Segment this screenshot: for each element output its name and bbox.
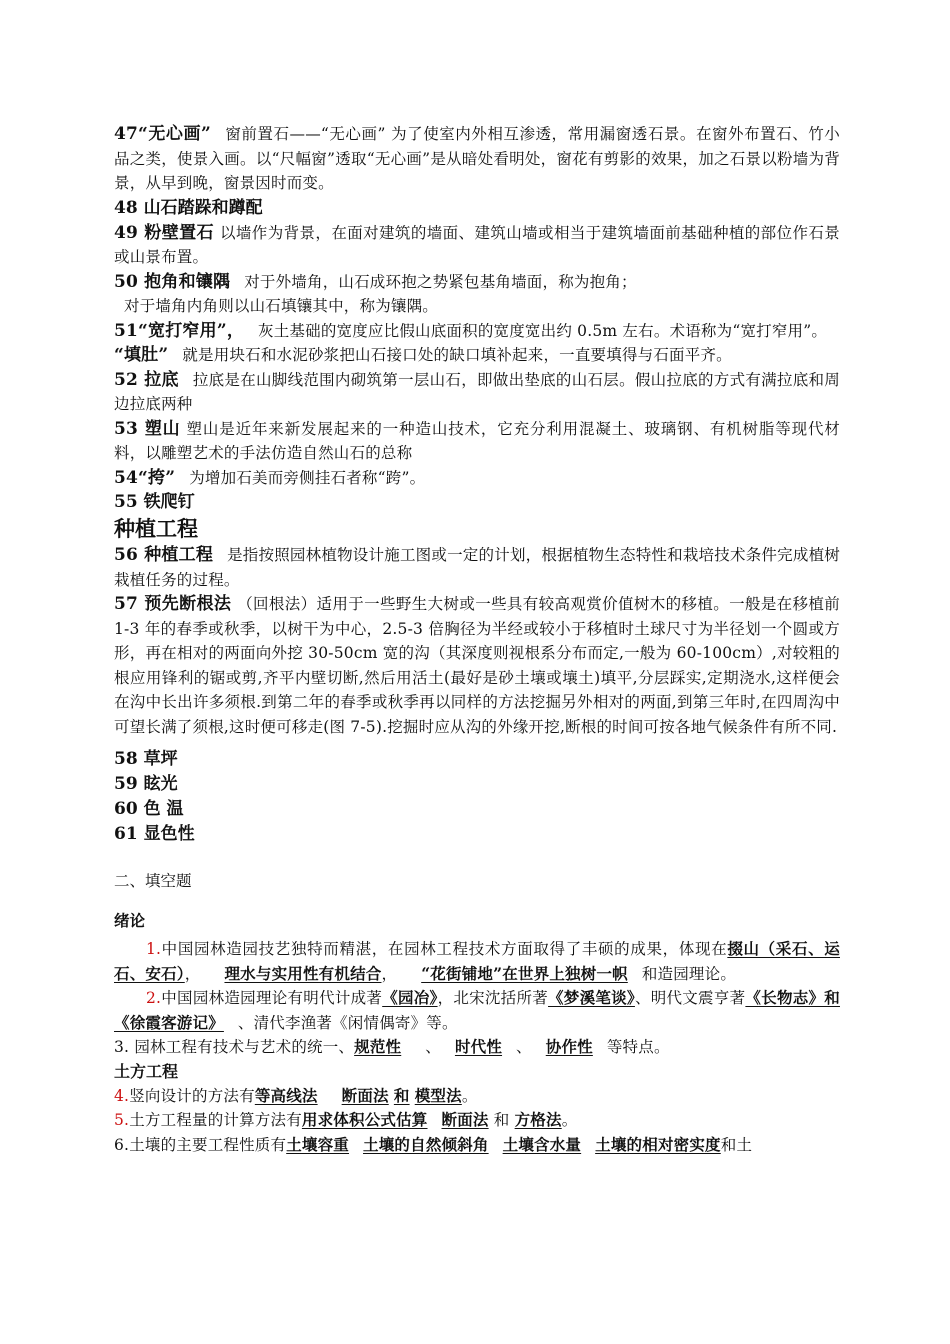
question-text: 3. 园林工程有技术与艺术的统一、 <box>114 1038 355 1056</box>
fill-blank-title: 二、填空题 <box>114 872 192 890</box>
answer-blank: 《园冶》 <box>382 988 438 1007</box>
question-text: ， <box>381 964 398 983</box>
entry-61: 61 显色性 <box>114 824 195 844</box>
entry-52 <box>114 368 840 417</box>
question-1 <box>114 937 840 986</box>
entry-text: 就是用块石和水泥砂浆把山石接口处的缺口填补起来，一直要填得与石面平齐。 <box>182 346 732 364</box>
question-5 <box>114 1108 840 1133</box>
term-heading: 50 抱角和镶隅 <box>114 271 231 292</box>
document-page <box>114 122 840 1157</box>
question-3 <box>114 1035 840 1060</box>
entry-58: 58 草坪 <box>114 749 178 769</box>
question-text: 和土 <box>720 1135 753 1154</box>
answer-blank: 断面法 <box>441 1110 489 1129</box>
entry-57 <box>114 592 840 739</box>
question-text: 6.土壤的主要工程性质有 <box>114 1135 287 1154</box>
answer-blank: 《梦溪笔谈》 <box>548 988 635 1007</box>
entry-47 <box>114 122 840 196</box>
entry-text: 是指按照园林植物设计施工图或一定的计划，根据植物生态特性和栽培技术条件完成植树栽植任务的过程。 <box>114 546 840 589</box>
question-text: 中国园林造园理论有明代计成著 <box>161 989 383 1007</box>
entry-59: 59 眩光 <box>114 774 178 794</box>
answer-blank: 断面法 <box>341 1085 389 1105</box>
entry-50-continued: 对于墙角内角则以山石填镶其中，称为镶隅。 <box>124 297 439 315</box>
entry-text: 以墙作为背景，在面对建筑的墙面、建筑山墙或相当于建筑墙面前基础种植的部位作石景或山景布置。 <box>114 223 840 266</box>
question-text: 中国园林造园技艺独特而精湛，在园林工程技术方面取得了丰硕的成果，体现在 <box>161 940 728 958</box>
entry-50 <box>114 270 840 295</box>
question-text: 和 <box>493 1111 510 1129</box>
question-number: 4. <box>114 1086 130 1105</box>
entry-60: 60 色 温 <box>114 799 184 819</box>
term-heading: 49 粉壁置石 <box>114 222 214 243</box>
question-text: 等特点。 <box>606 1038 670 1056</box>
question-text: 。 <box>561 1111 578 1129</box>
answer-blank: 方格法 <box>514 1110 562 1129</box>
entry-text: 窗前置石——“无心画” 为了使室内外相互渗透，常用漏窗透石景。在窗外布置石、竹小品之类，使景入画。以“尺幅窗”透取“无心画”是从暗处看明处，窗花有剪影的效果，加之石景以粉墙为背景，从早到晚，窗景因时而变。 <box>114 125 840 192</box>
question-text: 、明代文震亨著 <box>634 989 746 1007</box>
answer-blank: 理水与实用性有机结合 <box>224 963 382 983</box>
entry-48: 48 山石踏跺和蹲配 <box>114 197 263 218</box>
entry-tianzhu <box>114 343 840 368</box>
answer-blank: 等高线法 <box>254 1085 318 1105</box>
term-heading: 51“宽打窄用”， <box>114 320 245 341</box>
term-heading: 53 塑山 <box>114 418 181 439</box>
question-text: 和造园理论。 <box>641 964 737 983</box>
answer-blank: 用求体积公式估算 <box>301 1110 428 1129</box>
question-number: 2. <box>146 989 162 1007</box>
question-number: 5. <box>114 1111 130 1129</box>
answer-blank: 《长物志》和《徐霞客游记》 <box>114 988 840 1032</box>
term-heading: 47“无心画” <box>114 124 211 144</box>
answer-blank: 规范性 <box>354 1037 402 1056</box>
entry-53 <box>114 417 840 466</box>
term-heading: 54“挎” <box>114 467 176 488</box>
question-text: 土方工程量的计算方法有 <box>129 1111 302 1129</box>
question-text: ， <box>184 964 201 983</box>
question-6 <box>114 1133 840 1158</box>
entry-text: 塑山是近年来新发展起来的一种造山技术，它充分利用混凝土、玻璃钢、有机树脂等现代材料，以雕塑艺术的手法仿造自然山石的总称 <box>114 419 840 462</box>
section-heading: 种植工程 <box>114 516 198 541</box>
term-heading: 56 种植工程 <box>114 545 214 565</box>
entry-text: 灰土基础的宽度应比假山底面积的宽度宽出约 0.5m 左右。术语称为“宽打窄用”。 <box>258 321 828 340</box>
answer-blank: 时代性 <box>454 1037 503 1056</box>
answer-blank: 模型法 <box>414 1085 462 1105</box>
entry-text: 拉底是在山脚线范围内砌筑第一层山石，即做出垫底的山石层。假山拉底的方式有满拉底和周边拉底两种 <box>114 370 841 413</box>
question-text: 、 <box>516 1038 532 1056</box>
entry-56 <box>114 543 840 592</box>
question-number: 1. <box>146 940 162 958</box>
answer-blank: “花街铺地”在世界上独树一帜 <box>421 963 628 983</box>
answer-blank-joiner: 和 <box>393 1085 410 1105</box>
question-4 <box>114 1084 840 1109</box>
entry-54 <box>114 466 840 491</box>
question-2 <box>114 986 840 1035</box>
answer-blank: 协作性 <box>545 1037 593 1056</box>
answer-blank: 土壤的相对密实度 <box>595 1134 721 1154</box>
entry-51 <box>114 319 840 344</box>
answer-blank: 掇山（采石、运石、安石） <box>114 939 840 983</box>
term-heading: “填肚” <box>114 345 169 365</box>
answer-blank: 土壤含水量 <box>502 1134 582 1154</box>
question-text: 。 <box>461 1086 478 1105</box>
entry-49 <box>114 221 840 270</box>
answer-blank: 土壤容重 <box>286 1134 350 1154</box>
question-text: ，北宋沈括所著 <box>437 989 549 1007</box>
subsection-earthwork: 土方工程 <box>114 1061 179 1081</box>
term-heading: 52 拉底 <box>114 369 179 390</box>
subsection-intro: 绪论 <box>114 911 146 930</box>
entry-55: 55 铁爬钉 <box>114 492 195 512</box>
question-text: 竖向设计的方法有 <box>129 1086 255 1105</box>
question-text: 、 <box>425 1038 441 1056</box>
term-heading: 57 预先断根法 <box>114 594 232 614</box>
question-text: 、清代李渔著《闲情偶寄》等。 <box>237 1013 458 1032</box>
entry-text: （回根法）适用于一些野生大树或一些具有较高观赏价值树木的移植。一般是在移植前 1-3 年的春季或秋季，以树干为中心，2.5-3 倍胸径为半经或较小于移植时土球尺寸为半径划一个圆或方形，再在相对的两面向外挖 30-50cm 宽的沟（其深度则视根系分布而定,一般为 60-100cm）,对较粗的根应用锋利的锯或剪,齐平内壁切断,然后用活土(最好是砂土壤或壤土)填平,分层踩实,定期浇水,这样便会在沟中长出许多须根.到第二年的春季或秋季再以同样的方法挖掘另外相对的两面,到第三年时,在四周沟中可望长满了须根,这时便可移走(图 7-5).挖掘时应从沟的外缘开挖,断根的时间可按各地气候条件有所不同. <box>114 595 840 736</box>
answer-blank: 土壤的自然倾斜角 <box>363 1134 489 1154</box>
entry-text: 为增加石美而旁侧挂石者称“跨”。 <box>189 468 426 487</box>
entry-text: 对于外墙角，山石成环抱之势紧包基角墙面，称为抱角； <box>244 272 637 291</box>
